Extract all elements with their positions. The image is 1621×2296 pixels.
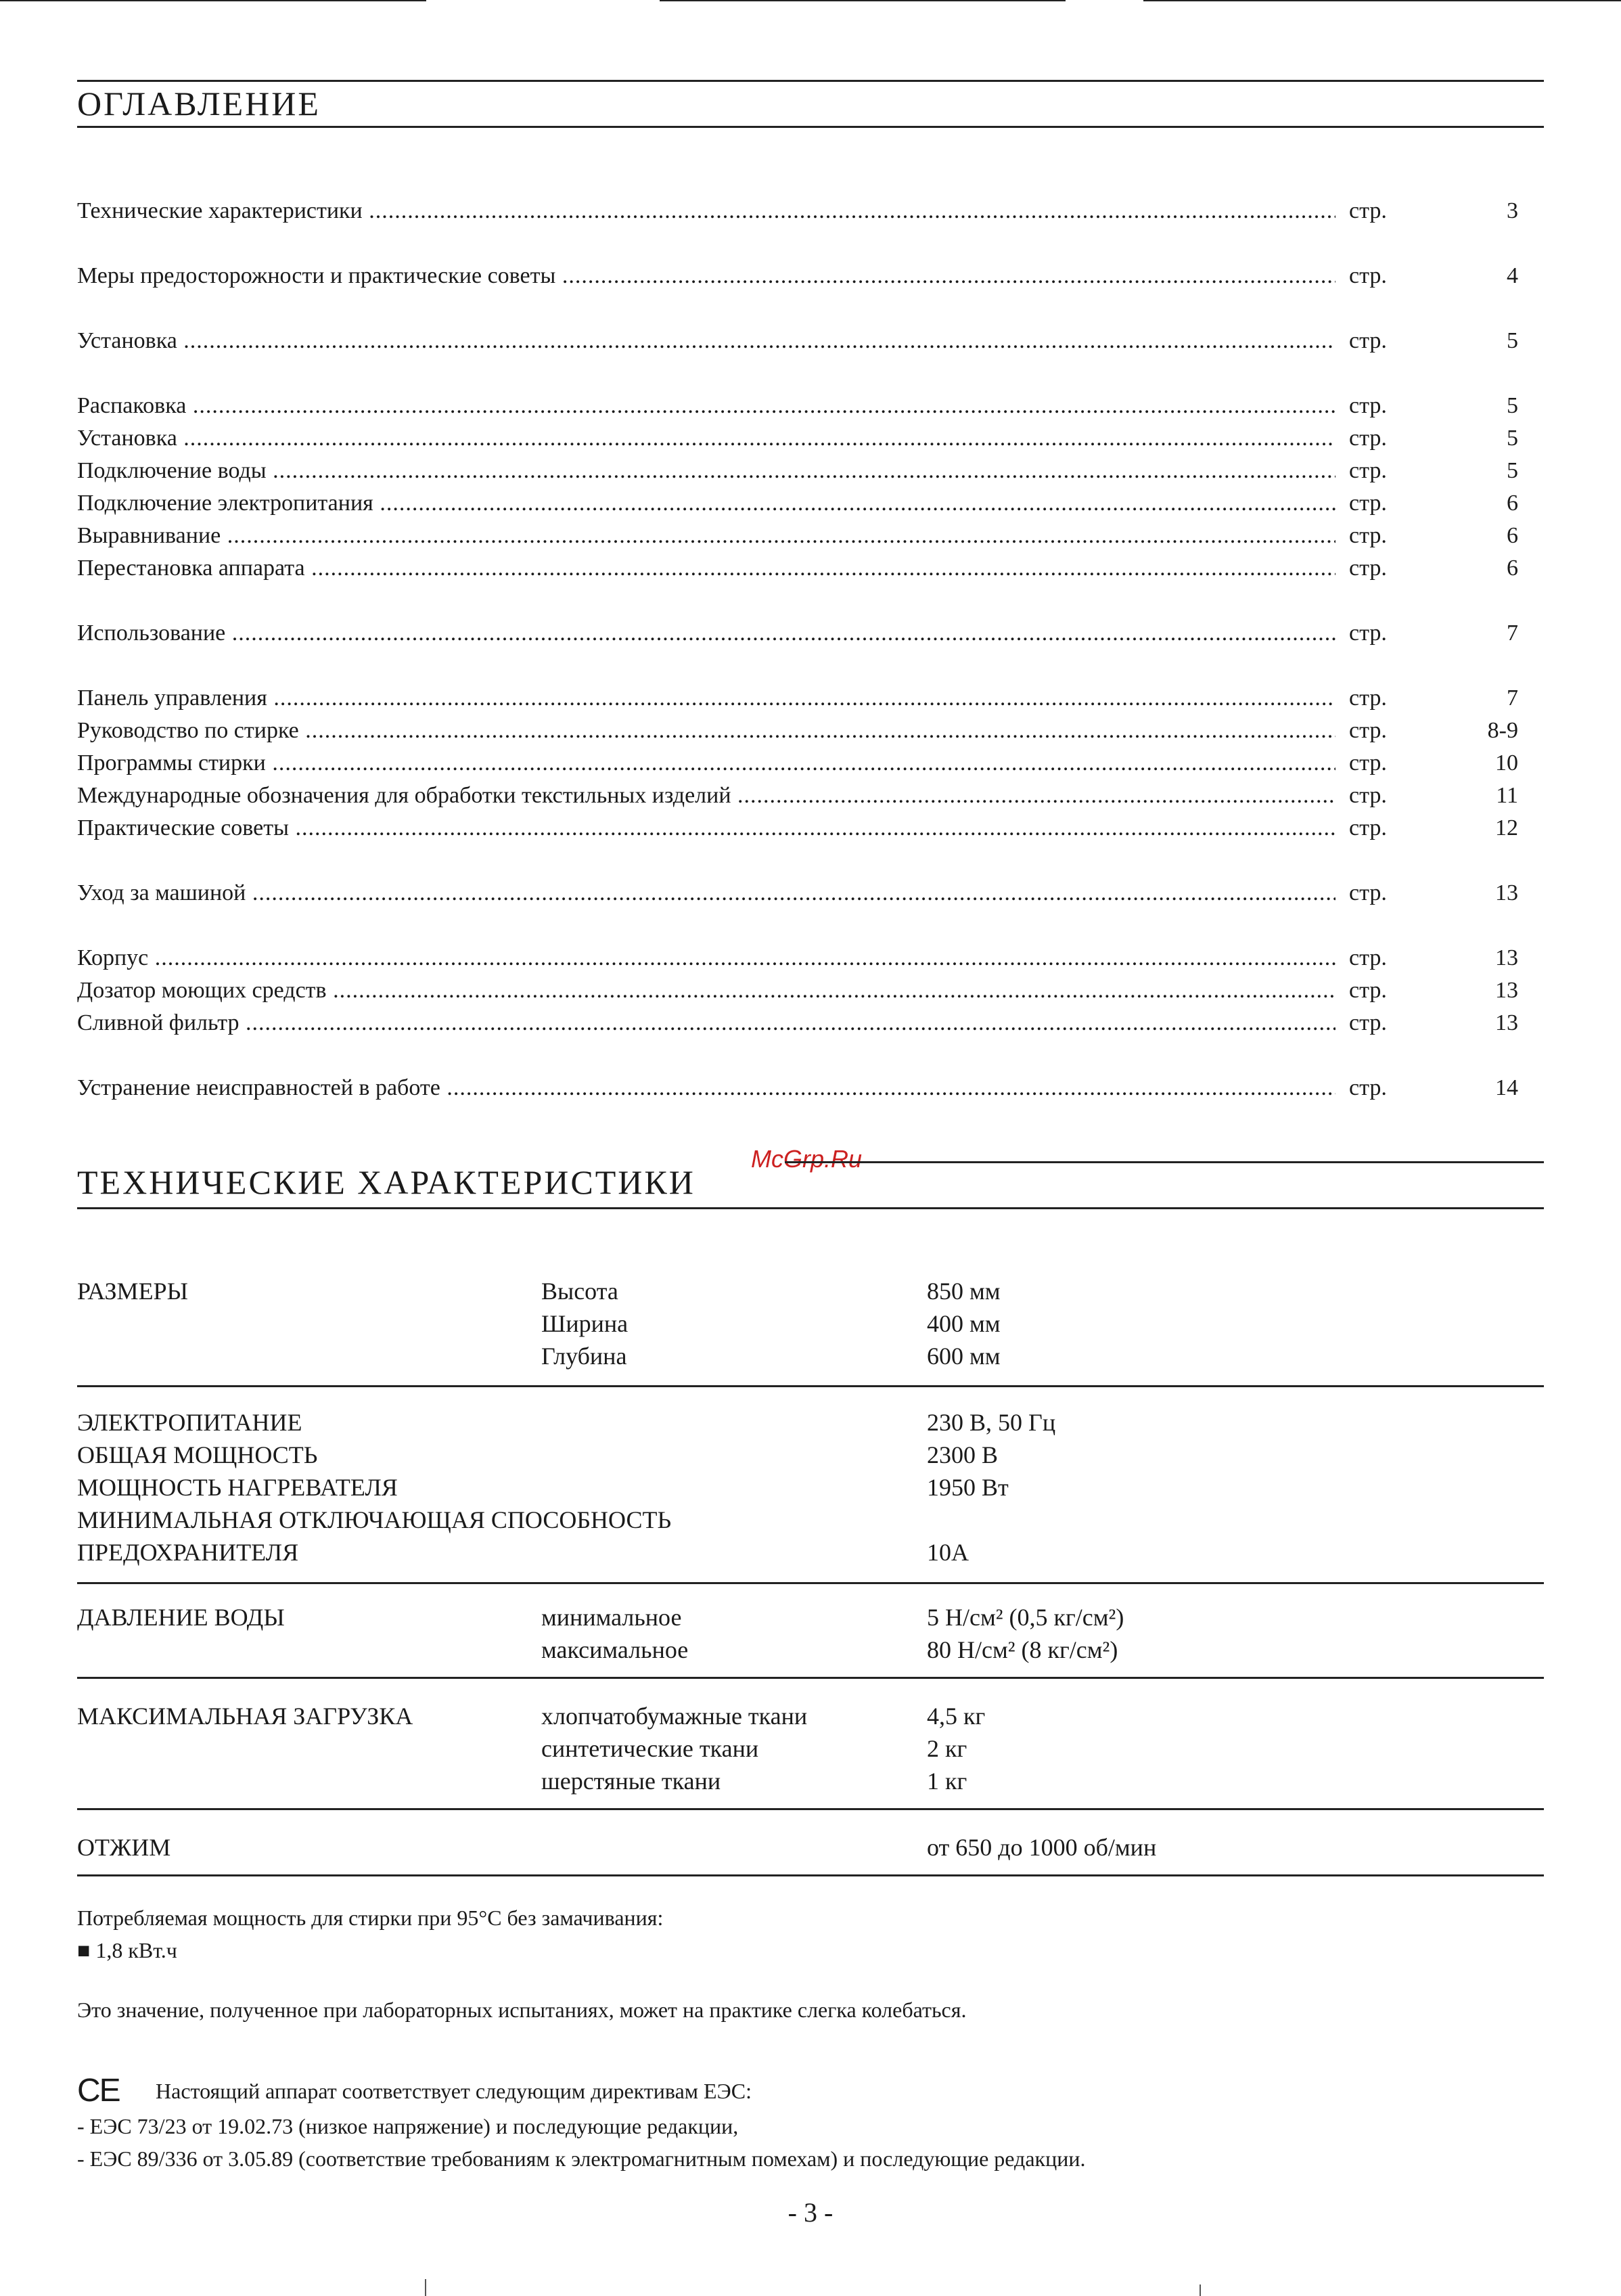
toc-item-page-word: стр. (1349, 974, 1457, 1007)
max-load-label: МАКСИМАЛЬНАЯ ЗАГРУЗКА (77, 1703, 413, 1730)
toc-item-page: 5 (1507, 426, 1518, 451)
depth-label: Глубина (541, 1343, 627, 1370)
watermark: McGrp.Ru (751, 1145, 863, 1173)
toc-item-page: 4 (1507, 263, 1518, 288)
toc-item (77, 455, 1518, 487)
scan-mark (1200, 2284, 1201, 2296)
specs-heading: ТЕХНИЧЕСКИЕ ХАРАКТЕРИСТИКИ (77, 1163, 695, 1201)
toc-item-title: Подключение электропитания ..... (77, 487, 1335, 520)
toc-item-page-word: стр. (1349, 942, 1457, 974)
toc-item-title: Сливной фильтр ..... (77, 1007, 1335, 1039)
toc-item-page-word: стр. (1349, 325, 1457, 357)
toc-item-page: 6 (1507, 523, 1518, 548)
pressure-min-label: минимальное (541, 1604, 682, 1631)
width-label: Ширина (541, 1310, 629, 1337)
toc-item-title: Установка ..... (77, 422, 1335, 455)
toc-item-title: Установка ..... (77, 325, 1335, 357)
toc-item-page-word: стр. (1349, 552, 1457, 585)
toc-item-title: Распаковка ..... (77, 390, 1335, 422)
toc-item-title: Устранение неисправностей в работе ..... (77, 1072, 1335, 1104)
section-divider (77, 1874, 1544, 1876)
toc-item-page: 6 (1507, 556, 1518, 581)
toc-item (77, 520, 1518, 552)
pressure-max-value: 80 Н/см² (8 кг/см²) (927, 1636, 1118, 1663)
toc-item-page-word: стр. (1349, 487, 1457, 520)
cotton-label: хлопчатобумажные ткани (541, 1703, 808, 1730)
toc-item-page-word: стр. (1349, 1007, 1457, 1039)
toc-item (77, 715, 1518, 747)
toc-item-page-word: стр. (1349, 260, 1457, 292)
fuse-value: 10А (927, 1539, 969, 1566)
pressure-min-value: 5 Н/см² (0,5 кг/см²) (927, 1604, 1124, 1631)
height-label: Высота (541, 1278, 618, 1305)
synthetic-label: синтетические ткани (541, 1735, 759, 1762)
height-value: 850 мм (927, 1278, 1001, 1305)
toc-item-title: Дозатор моющих средств ..... (77, 974, 1335, 1007)
toc-item (77, 617, 1518, 650)
toc-item (77, 422, 1518, 455)
fuse-label-continued: ПРЕДОХРАНИТЕЛЯ (77, 1539, 299, 1566)
toc-item (77, 877, 1518, 909)
total-power-label: ОБЩАЯ МОЩНОСТЬ (77, 1441, 318, 1468)
toc-item (77, 812, 1518, 845)
toc-item-title: Перестановка аппарата ..... (77, 552, 1335, 585)
toc-item-page: 14 (1495, 1075, 1518, 1100)
toc-item-title: Практические советы ..... (77, 812, 1335, 845)
dimensions-label: РАЗМЕРЫ (77, 1278, 188, 1305)
toc-item-page-word: стр. (1349, 812, 1457, 845)
spin-label: ОТЖИМ (77, 1834, 171, 1861)
toc-item-page-word: стр. (1349, 780, 1457, 812)
toc-item (77, 195, 1518, 227)
width-value: 400 мм (927, 1310, 1001, 1337)
toc-item-title: Выравнивание ..... (77, 520, 1335, 552)
toc-item-page-word: стр. (1349, 877, 1457, 909)
toc-item-title: Меры предосторожности и практические советы ..... (77, 260, 1335, 292)
toc-item (77, 682, 1518, 715)
toc-item (77, 390, 1518, 422)
toc-item-page-word: стр. (1349, 520, 1457, 552)
toc-item (77, 487, 1518, 520)
toc-item-page-word: стр. (1349, 195, 1457, 227)
power-supply-label: ЭЛЕКТРОПИТАНИЕ (77, 1409, 302, 1436)
fuse-label: МИНИМАЛЬНАЯ ОТКЛЮЧАЮЩАЯ СПОСОБНОСТЬ (77, 1506, 672, 1533)
toc-item-title: Панель управления ..... (77, 682, 1335, 715)
scan-edge-line (1143, 0, 1621, 1)
toc-item-page-word: стр. (1349, 617, 1457, 650)
toc-item-page: 13 (1495, 880, 1518, 905)
wool-value: 1 кг (927, 1768, 967, 1795)
toc-item (77, 747, 1518, 780)
toc-item-page: 7 (1507, 621, 1518, 646)
toc-item-page-word: стр. (1349, 455, 1457, 487)
toc-item-page: 13 (1495, 1010, 1518, 1035)
toc-heading: ОГЛАВЛЕНИЕ (77, 85, 321, 122)
lab-note: Это значение, полученное при лабораторных испытаниях, может на практике слегка колебаться. (77, 1998, 967, 2022)
toc-item-title: Использование ..... (77, 617, 1335, 650)
toc-item-title: Программы стирки ..... (77, 747, 1335, 780)
toc-item-page: 12 (1495, 815, 1518, 840)
spin-value: от 650 до 1000 об/мин (927, 1834, 1157, 1861)
toc-item-page-word: стр. (1349, 422, 1457, 455)
toc-item (77, 1072, 1518, 1104)
toc-item-page: 3 (1507, 198, 1518, 223)
consumption-note: Потребляемая мощность для стирки при 95°С без замачивания: (77, 1906, 664, 1930)
specs-top-rule (785, 1161, 1544, 1163)
toc-item-title: Технические характеристики ..... (77, 195, 1335, 227)
section-divider (77, 1385, 1544, 1387)
toc-item-title: Подключение воды ..... (77, 455, 1335, 487)
wool-label: шерстяные ткани (541, 1768, 721, 1795)
toc-item-page: 10 (1495, 750, 1518, 775)
heater-power-value: 1950 Вт (927, 1474, 1009, 1501)
toc-item-page: 8-9 (1487, 718, 1518, 743)
depth-value: 600 мм (927, 1343, 1001, 1370)
scan-edge-line (660, 0, 1066, 1)
heater-power-label: МОЩНОСТЬ НАГРЕВАТЕЛЯ (77, 1474, 398, 1501)
toc-top-rule (77, 80, 1544, 82)
toc-item (77, 325, 1518, 357)
ce-compliance-text: Настоящий аппарат соответствует следующим директивам ЕЭС: (156, 2079, 752, 2103)
toc-item-page: 5 (1507, 328, 1518, 353)
scan-edge-line (0, 0, 426, 1)
scan-mark (425, 2279, 426, 2296)
water-pressure-label: ДАВЛЕНИЕ ВОДЫ (77, 1604, 285, 1631)
toc-item-page-word: стр. (1349, 390, 1457, 422)
toc-item-page-word: стр. (1349, 747, 1457, 780)
directive-item: - ЕЭС 73/23 от 19.02.73 (низкое напряжение) и последующие редакции, (77, 2114, 739, 2138)
toc-item-page-word: стр. (1349, 715, 1457, 747)
toc-item (77, 780, 1518, 812)
toc-item-page: 5 (1507, 458, 1518, 483)
consumption-value: ■ 1,8 кВт.ч (77, 1938, 177, 1962)
toc-item (77, 260, 1518, 292)
toc-item-title: Уход за машиной ..... (77, 877, 1335, 909)
toc-item-page: 7 (1507, 685, 1518, 711)
toc-item-page: 11 (1496, 783, 1518, 808)
toc-item (77, 942, 1518, 974)
toc-item-page-word: стр. (1349, 682, 1457, 715)
cotton-value: 4,5 кг (927, 1703, 986, 1730)
specs-bottom-rule (77, 1207, 1544, 1209)
directive-item: - ЕЭС 89/336 от 3.05.89 (соответствие требованиям к электромагнитным помехам) и последующие редакции. (77, 2146, 1086, 2171)
toc-item-title: Руководство по стирке ..... (77, 715, 1335, 747)
toc-item (77, 552, 1518, 585)
toc-item-title: Корпус ..... (77, 942, 1335, 974)
toc-item-title: Международные обозначения для обработки текстильных изделий ..... (77, 780, 1335, 812)
toc-item-page: 5 (1507, 393, 1518, 418)
section-divider (77, 1808, 1544, 1810)
toc-item (77, 1007, 1518, 1039)
total-power-value: 2300 В (927, 1441, 999, 1468)
toc-item-page: 6 (1507, 491, 1518, 516)
synthetic-value: 2 кг (927, 1735, 967, 1762)
pressure-max-label: максимальное (541, 1636, 689, 1663)
section-divider (77, 1677, 1544, 1679)
toc-bottom-rule (77, 126, 1544, 128)
section-divider (77, 1582, 1544, 1584)
ce-mark-icon: CE (77, 2073, 120, 2109)
toc-item-page-word: стр. (1349, 1072, 1457, 1104)
toc-item-page: 13 (1495, 945, 1518, 970)
power-supply-value: 230 В, 50 Гц (927, 1409, 1056, 1436)
toc-item (77, 974, 1518, 1007)
toc-item-page: 13 (1495, 978, 1518, 1003)
page-number: - 3 - (787, 2197, 834, 2228)
